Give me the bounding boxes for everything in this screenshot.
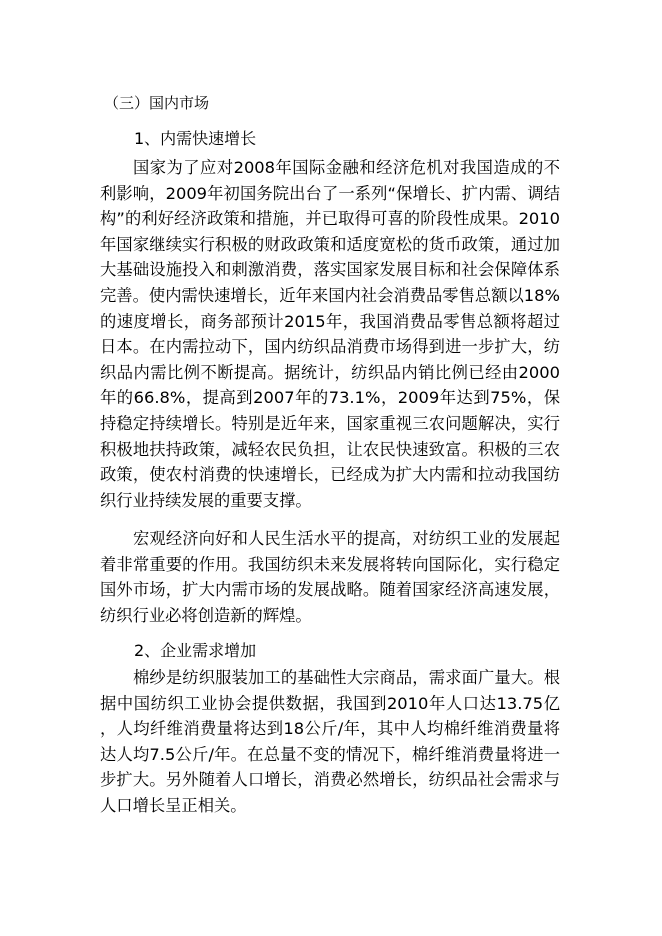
paragraph-domestic-demand-1: 国家为了应对2008年国际金融和经济危机对我国造成的不利影响，2009年初国务院出台了一系列“保增长、扩内需、调结构”的利好经济政策和措施，并已取得可喜的阶段性成果。2010年国家继续实行积极的财政政策和适度宽松的货币政策，通过加大基础设施投入和刺激消费，落实国家发展目标和社会保障体系完善。使内需快速增长，近年来国内社会消费品零售总额以18%的速度增长，商务部预计2015年，我国消费品零售总额将超过日本。在内需拉动下，国内纺织品消费市场得到进一步扩大，纺织品内需比例不断提高。据统计，纺织品内销比例已经由2000年的66.8%，提高到2007年的73.1%，2009年达到75%，保持稳定持续增长。特别是近年来，国家重视三农问题解决，实行积极地扶持政策，减轻农民负担，让农民快速致富。积极的三农政策，使农村消费的快速增长，已经成为扩大内需和拉动我国纺织行业持续发展的重要支撑。 xyxy=(100,158,560,510)
paragraph-enterprise-demand-1: 棉纱是纺织服装加工的基础性大宗商品，需求面广量大。根据中国纺织工业协会提供数据，我国到2010年人口达13.75亿，人均纤维消费量将达到18公斤/年，其中人均棉纤维消费量将达人均7.5公斤/年。在总量不变的情况下，棉纤维消费量将进一步扩大。另外随着人口增长，消费必然增长，纺织品社会需求与人口增长呈正相关。 xyxy=(100,668,560,815)
section-heading: （三）国内市场 xyxy=(104,94,210,112)
subsection-title-domestic-demand: 1、内需快速增长 xyxy=(134,129,257,148)
paragraph-domestic-demand-2: 宏观经济向好和人民生活水平的提高，对纺织工业的发展起着非常重要的作用。我国纺织未来发展将转向国际化，实行稳定国外市场，扩大内需市场的发展战略。随着国家经济高速发展，纺织行业必将创造新的辉煌。 xyxy=(100,529,560,625)
subsection-title-enterprise-demand: 2、企业需求增加 xyxy=(134,641,257,660)
